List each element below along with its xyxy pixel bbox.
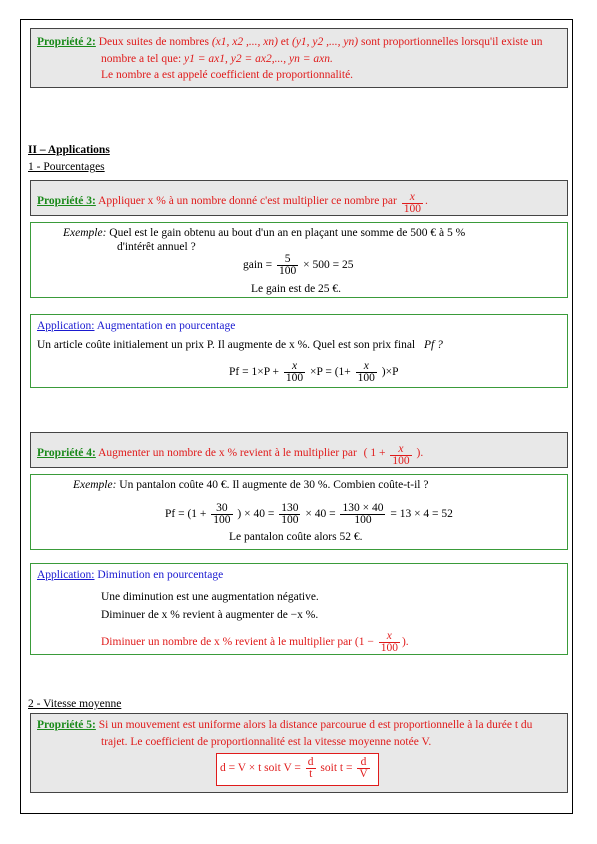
example-1-label: Exemple: (63, 227, 107, 239)
subsection-vitesse: 2 - Vitesse moyenne (28, 698, 122, 710)
example-1-line1: Quel est le gain obtenu au bout d'un an en plaçant une somme de 500 € à 5 % (109, 227, 466, 239)
application-2-box (30, 563, 568, 655)
example-2-den-3: 100 (354, 514, 372, 526)
speed-num-2: d (357, 757, 369, 769)
application-2-line1: Une diminution est une augmentation négative. (101, 591, 319, 603)
property-2-and: et (280, 36, 290, 48)
example-2-formula-d: = 13 × 4 = 52 (390, 508, 453, 521)
application-2-line2: Diminuer de x % revient à augmenter de −x %. (101, 609, 319, 621)
example-2-box (30, 474, 568, 550)
application-1-pf: Pf ? (424, 339, 443, 351)
example-1-line2: d'intérêt annuel ? (117, 241, 196, 253)
application-1-formula-b: ×P = (1+ (310, 366, 351, 379)
example-2-formula-a: Pf = (1 + (165, 508, 207, 521)
speed-formula-b: soit t = (320, 762, 353, 775)
property-2-box (30, 28, 568, 88)
application-1-den-2: 100 (357, 372, 375, 384)
property-2-label: Propriété 2: (37, 36, 96, 48)
property-4-text: Augmenter un nombre de x % revient à le multiplier par (98, 447, 357, 459)
application-2-line3a: Diminuer un nombre de x % revient à le multiplier par (1 − (101, 636, 374, 648)
property-4-open: ( 1 + (363, 447, 386, 459)
example-2-num-2: 130 (281, 502, 299, 514)
example-2-conclusion: Le pantalon coûte alors 52 €. (229, 531, 363, 543)
example-1-formula-left: gain = (243, 259, 273, 272)
speed-formula-box (216, 753, 379, 786)
property-4-label: Propriété 4: (37, 447, 96, 459)
example-2-den-2: 100 (281, 514, 299, 526)
property-2-formula: y1 = ax1, y2 = ax2,..., yn = axn. (184, 53, 333, 65)
application-1-num-2: x (356, 361, 377, 373)
application-1-title: Augmentation en pourcentage (96, 320, 236, 332)
property-4-den: 100 (392, 455, 410, 467)
property-5-line2: trajet. Le coefficient de proportionnalité est la vitesse moyenne notée V. (101, 736, 432, 748)
application-1-line1: Un article coûte initialement un prix P. Il augmente de x %. Quel est son prix final (37, 339, 416, 351)
subsection-pourcentages: 1 - Pourcentages (28, 161, 105, 173)
application-2-line3b: ). (401, 636, 409, 648)
example-2-label: Exemple: (73, 479, 117, 491)
application-2-label: Application: (37, 569, 95, 581)
example-2-num-1: 30 (211, 503, 232, 515)
property-3-text: Appliquer x % à un nombre donné c'est multiplier ce nombre par (98, 195, 397, 207)
property-2-line1b: sont proportionnelles lorsqu'il existe un (360, 36, 543, 48)
speed-den-2: V (359, 768, 368, 780)
property-3-den: 100 (403, 203, 421, 215)
speed-formula-a: d = V × t soit V = (220, 762, 301, 775)
property-5-line1: Si un mouvement est uniforme alors la distance parcourue d est proportionnelle à la durée t du (98, 719, 533, 731)
property-4-num: x (390, 444, 411, 456)
example-1-formula-right: × 500 = 25 (303, 259, 354, 272)
property-2-line2a: nombre a tel que: (101, 53, 182, 65)
example-2-num-3: 130 × 40 (342, 502, 384, 514)
example-2-den-1: 100 (213, 514, 231, 526)
property-4-close: ). (416, 447, 424, 459)
application-1-box (30, 314, 568, 388)
property-2-y-seq: (y1, y2 ,..., yn) (291, 36, 359, 48)
speed-num-1: d (307, 756, 314, 768)
application-1-num: x (284, 361, 305, 373)
property-3-num: x (402, 192, 423, 204)
application-1-formula-a: Pf = 1×P + (229, 366, 280, 379)
application-1-label: Application: (37, 320, 95, 332)
application-2-title: Diminution en pourcentage (97, 569, 224, 581)
application-2-num: x (379, 631, 400, 643)
property-5-label: Propriété 5: (37, 719, 96, 731)
example-1-den: 100 (279, 265, 297, 277)
application-1-den: 100 (285, 372, 304, 384)
page-frame (20, 19, 573, 814)
speed-den-1: t (309, 768, 313, 780)
property-3-end: . (424, 195, 428, 207)
section-title: II – Applications (28, 144, 110, 156)
property-2-line3: Le nombre a est appelé coefficient de proportionnalité. (101, 69, 354, 81)
example-1-num: 5 (277, 254, 298, 266)
property-3-label: Propriété 3: (37, 195, 96, 207)
application-1-formula-c: )×P (381, 366, 399, 379)
example-1-box (30, 222, 568, 298)
property-3-box (30, 180, 568, 216)
example-2-formula-b: ) × 40 = (237, 508, 275, 521)
property-2-line1a: Deux suites de nombres (98, 36, 209, 48)
example-2-line1: Un pantalon coûte 40 €. Il augmente de 30 %. Combien coûte-t-il ? (119, 479, 429, 491)
property-4-box (30, 432, 568, 468)
application-2-den: 100 (380, 642, 398, 654)
property-2-x-seq: (x1, x2 ,..., xn) (211, 36, 278, 48)
example-1-conclusion: Le gain est de 25 €. (251, 283, 342, 295)
example-2-formula-c: × 40 = (305, 508, 336, 521)
